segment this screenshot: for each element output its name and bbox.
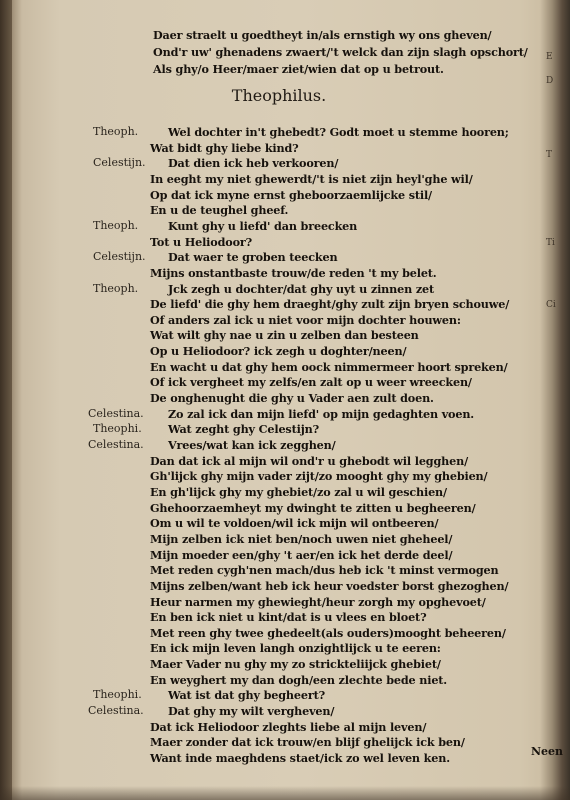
dialogue-text: Mijns zelben/want heb ick heur voedster borst ghezoghen/ bbox=[150, 579, 509, 593]
dialogue-text: Jck zegh u dochter/dat ghy uyt u zinnen zet bbox=[168, 282, 435, 296]
dialogue-text: En ben ick niet u kint/dat is u vlees en bloet? bbox=[150, 610, 427, 624]
dialogue-text: Ghehoorzaemheyt my dwinght te zitten u begheeren/ bbox=[150, 501, 476, 515]
dialogue-line bbox=[18, 578, 540, 594]
dialogue-line bbox=[18, 609, 540, 625]
facing-page-letter: E bbox=[546, 52, 553, 62]
catchword: Neen bbox=[531, 745, 564, 758]
dialogue-text: Wat bidt ghy liebe kind? bbox=[150, 141, 299, 155]
dialogue-line bbox=[18, 234, 540, 250]
dialogue-text: Mijn moeder een/ghy 't aer/en ick het derde deel/ bbox=[150, 548, 453, 562]
dialogue-text: En wacht u dat ghy hem oock nimmermeer hoort spreken/ bbox=[150, 360, 508, 374]
dialogue-line bbox=[18, 562, 540, 578]
speaker-name: Theoph. bbox=[93, 125, 139, 138]
dialogue-text: Om u wil te voldoen/wil ick mijn wil ontbeeren/ bbox=[150, 516, 439, 530]
speaker-name: Celestina. bbox=[88, 704, 144, 717]
dialogue-text: Op dat ick myne ernst gheboorzaemlijcke stil/ bbox=[150, 188, 432, 202]
dialogue-text: Op u Heliodoor? ick zegh u doghter/neen/ bbox=[150, 344, 407, 358]
dialogue-line bbox=[18, 218, 540, 234]
dialogue-line bbox=[18, 124, 540, 140]
verse-line bbox=[18, 44, 540, 60]
dialogue-line bbox=[18, 750, 540, 766]
dialogue-text: Mijns onstantbaste trouw/de reden 't my belet. bbox=[150, 266, 437, 280]
dialogue-text: Dat ick Heliodoor zleghts liebe al mijn leven/ bbox=[150, 720, 427, 734]
facing-page-letter: T bbox=[546, 150, 553, 160]
dialogue-text: Maer Vader nu ghy my zo strickteliijck ghebiet/ bbox=[150, 657, 441, 671]
facing-page-letter: D bbox=[546, 76, 554, 86]
dialogue-text: In eeght my niet ghewerdt/'t is niet zijn heyl'ghe wil/ bbox=[150, 172, 473, 186]
dialogue-line bbox=[18, 390, 540, 406]
speaker-name: Celestina. bbox=[88, 407, 144, 420]
dialogue-line bbox=[18, 202, 540, 218]
dialogue-line bbox=[18, 359, 540, 375]
dialogue-line bbox=[18, 468, 540, 484]
verse-line bbox=[18, 27, 540, 43]
dialogue-text: Maer zonder dat ick trouw/en blijf ghelijck ick ben/ bbox=[150, 735, 465, 749]
dialogue-text: Wat zeght ghy Celestijn? bbox=[168, 422, 319, 436]
book-spine-shadow bbox=[0, 0, 12, 800]
dialogue-line bbox=[18, 406, 540, 422]
dialogue-line bbox=[18, 281, 540, 297]
dialogue-text: Wat wilt ghy nae u zin u zelben dan besteen bbox=[150, 328, 419, 342]
dialogue-line bbox=[18, 547, 540, 563]
dialogue-text: Of ick vergheet my zelfs/en zalt op u weer wreecken/ bbox=[150, 375, 472, 389]
dialogue-text: Dat waer te groben teecken bbox=[168, 250, 338, 264]
dialogue-line bbox=[18, 515, 540, 531]
dialogue-line bbox=[18, 453, 540, 469]
dialogue-line bbox=[18, 437, 540, 453]
dialogue-line bbox=[18, 687, 540, 703]
dialogue-text: Want inde maeghdens staet/ick zo wel leven ken. bbox=[150, 751, 450, 765]
dialogue-text: Met reen ghy twee ghedeelt(als ouders)mooght beheeren/ bbox=[150, 626, 506, 640]
verse-text: Als ghy/o Heer/maer ziet/wien dat op u betrout. bbox=[153, 62, 444, 76]
dialogue-text: Vrees/wat kan ick zegghen/ bbox=[168, 438, 336, 452]
dialogue-line bbox=[18, 656, 540, 672]
speaker-name: Celestijn. bbox=[93, 250, 146, 263]
dialogue-line bbox=[18, 640, 540, 656]
dialogue-line bbox=[18, 672, 540, 688]
speaker-heading: Theophilus. bbox=[231, 86, 327, 105]
dialogue-line bbox=[18, 343, 540, 359]
dialogue-line bbox=[18, 249, 540, 265]
dialogue-line bbox=[18, 140, 540, 156]
dialogue-text: Of anders zal ick u niet voor mijn dochter houwen: bbox=[150, 313, 461, 327]
dialogue-line bbox=[18, 171, 540, 187]
speaker-name: Theophi. bbox=[93, 688, 142, 701]
dialogue-text: Zo zal ick dan mijn liefd' op mijn gedaghten voen. bbox=[168, 407, 475, 421]
dialogue-text: En ick mijn leven langh onzightlijck u te eeren: bbox=[150, 641, 441, 655]
dialogue-line bbox=[18, 500, 540, 516]
dialogue-line bbox=[18, 703, 540, 719]
dialogue-line bbox=[18, 421, 540, 437]
speaker-name: Celestijn. bbox=[93, 156, 146, 169]
dialogue-line bbox=[18, 594, 540, 610]
dialogue-line bbox=[18, 296, 540, 312]
facing-page-letter: Ti bbox=[546, 238, 555, 248]
dialogue-text: Tot u Heliodoor? bbox=[150, 235, 253, 249]
dialogue-line bbox=[18, 734, 540, 750]
dialogue-text: Gh'lijck ghy mijn vader zijt/zo mooght ghy my ghebien/ bbox=[150, 469, 488, 483]
verse-line bbox=[18, 61, 540, 77]
facing-page-letter: Ci bbox=[546, 300, 556, 310]
dialogue-text: De liefd' die ghy hem draeght/ghy zult zijn bryen schouwe/ bbox=[150, 297, 510, 311]
dialogue-text: Wel dochter in't ghebedt? Godt moet u stemme hooren; bbox=[168, 125, 509, 139]
dialogue-line bbox=[18, 625, 540, 641]
dialogue-text: Dat ghy my wilt vergheven/ bbox=[168, 704, 335, 718]
dialogue-line bbox=[18, 265, 540, 281]
dialogue-line bbox=[18, 531, 540, 547]
dialogue-line bbox=[18, 187, 540, 203]
dialogue-line bbox=[18, 155, 540, 171]
dialogue-text: En u de teughel gheef. bbox=[150, 203, 289, 217]
page-bottom-shadow bbox=[0, 786, 570, 800]
dialogue-text: Met reden cygh'nen mach/dus heb ick 't minst vermogen bbox=[150, 563, 499, 577]
dialogue-line bbox=[18, 327, 540, 343]
verse-text: Daer straelt u goedtheyt in/als ernstigh wy ons gheven/ bbox=[153, 28, 492, 42]
dialogue-text: Dat dien ick heb verkooren/ bbox=[168, 156, 339, 170]
verse-text: Ond'r uw' ghenadens zwaert/'t welck dan zijn slagh opschort/ bbox=[153, 45, 528, 59]
dialogue-text: Dan dat ick al mijn wil ond'r u ghebodt wil legghen/ bbox=[150, 454, 469, 468]
dialogue-text: Wat ist dat ghy begheert? bbox=[168, 688, 325, 702]
speaker-name: Celestina. bbox=[88, 438, 144, 451]
dialogue-line bbox=[18, 484, 540, 500]
dialogue-text: Heur narmen my ghewieght/heur zorgh my opghevoet/ bbox=[150, 595, 486, 609]
speaker-name: Theophi. bbox=[93, 422, 142, 435]
dialogue-line bbox=[18, 312, 540, 328]
dialogue-line bbox=[18, 719, 540, 735]
dialogue-line bbox=[18, 374, 540, 390]
dialogue-text: En gh'lijck ghy my ghebiet/zo zal u wil geschien/ bbox=[150, 485, 447, 499]
dialogue-text: De onghenught die ghy u Vader aen zult doen. bbox=[150, 391, 434, 405]
dialogue-text: Mijn zelben ick niet ben/noch uwen niet gheheel/ bbox=[150, 532, 453, 546]
speaker-name: Theoph. bbox=[93, 219, 139, 232]
speaker-name: Theoph. bbox=[93, 282, 139, 295]
dialogue-text: Kunt ghy u liefd' dan breecken bbox=[168, 219, 358, 233]
dialogue-text: En weyghert my dan dogh/een zlechte bede niet. bbox=[150, 673, 448, 687]
